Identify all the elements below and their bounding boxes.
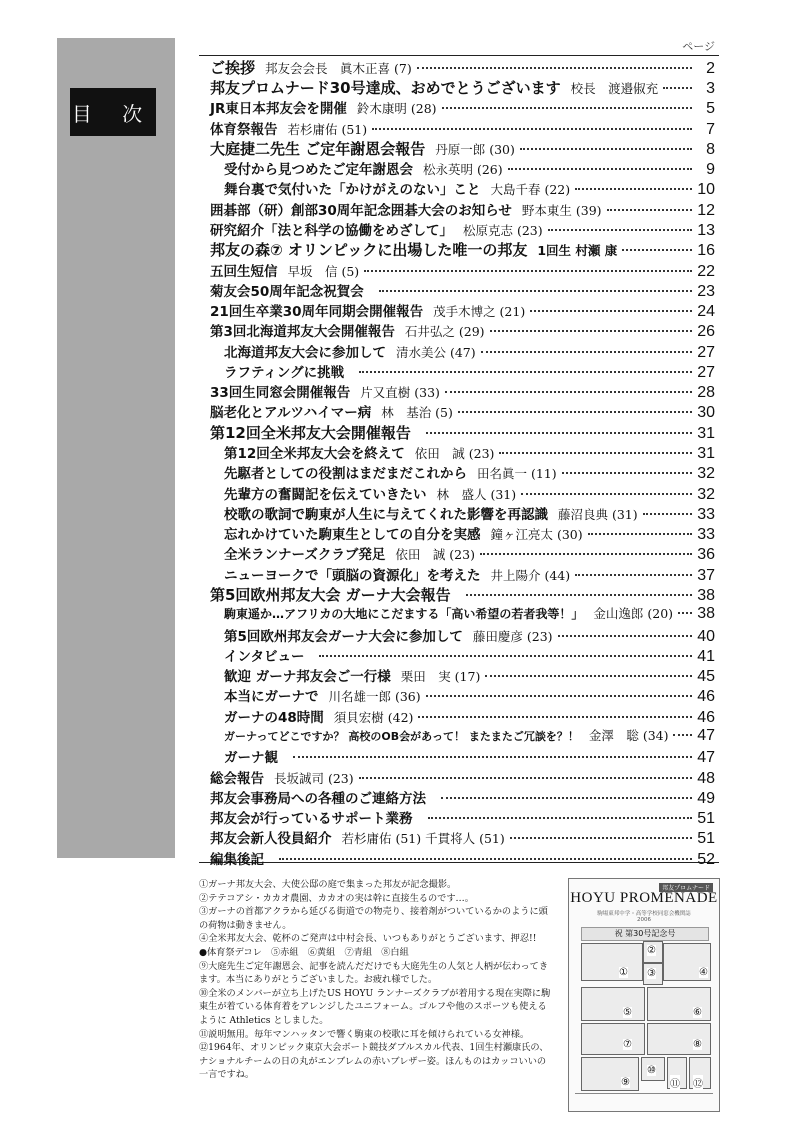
toc-entry[interactable] xyxy=(210,320,715,340)
toc-title: 目 次 xyxy=(70,88,156,136)
toc-entry[interactable] xyxy=(224,665,715,685)
toc-entry-page: 37 xyxy=(697,567,715,584)
toc-entry-author: 井上陽介 (44) xyxy=(490,568,571,583)
cover-tag: 邦友プロムナード xyxy=(659,883,713,892)
toc-entry-page: 7 xyxy=(706,121,715,138)
toc-entry[interactable] xyxy=(210,787,715,807)
caption: ①ガーナ邦友大会、大使公邸の庭で集まった邦友が記念撮影。 xyxy=(199,879,457,890)
cover-number: ⑪ xyxy=(670,1075,680,1090)
toc-entry-title: 駒東遥か…アフリカの大地にこだまする「高い希望の若者我等！」 xyxy=(224,607,584,621)
toc-entry-page: 5 xyxy=(706,100,715,117)
toc-entry-title: 本当にガーナで xyxy=(224,689,319,705)
toc-entry-page: 46 xyxy=(697,709,715,726)
cover-number: ② xyxy=(647,945,656,956)
cover-number: ④ xyxy=(699,967,708,978)
toc-entry-page: 30 xyxy=(697,404,715,421)
toc-entry[interactable] xyxy=(210,584,715,604)
toc-entry[interactable] xyxy=(224,706,715,726)
toc-entry-title: 受付から見つめたご定年謝恩会 xyxy=(224,162,413,178)
toc-entry[interactable] xyxy=(210,199,715,219)
toc-entry-page: 52 xyxy=(697,851,715,868)
toc-entry-author: 金澤 聡 (34) xyxy=(588,728,669,743)
toc-entry-page: 27 xyxy=(697,364,715,381)
toc-entry-author: 川名雄一郎 (36) xyxy=(328,689,421,704)
toc-entry[interactable] xyxy=(224,442,715,462)
toc-entry-author: 松原克志 (23) xyxy=(463,223,543,238)
toc-entry-title: 菊友会50周年記念祝賀会 xyxy=(210,284,364,300)
cover-photo xyxy=(581,1057,639,1091)
toc-entry-page: 48 xyxy=(697,770,715,787)
toc-entry-page: 26 xyxy=(697,323,715,340)
toc-entry-title: 北海道邦友大会に参加して xyxy=(224,345,386,361)
sidebar-band xyxy=(57,38,175,858)
toc-entry-page: 23 xyxy=(697,283,715,300)
toc-entry[interactable] xyxy=(210,138,715,158)
toc-entry-page: 3 xyxy=(706,80,715,97)
toc-entry[interactable] xyxy=(210,118,715,138)
toc-entry-title: 総会報告 xyxy=(210,771,264,787)
toc-entry-page: 45 xyxy=(697,668,715,685)
toc-entry-page: 51 xyxy=(697,810,715,827)
toc-entry-title: ニューヨークで「頭脳の資源化」を考えた xyxy=(224,568,481,584)
cover-number: ⑩ xyxy=(647,1065,656,1076)
toc-entry-page: 47 xyxy=(697,727,715,744)
toc-entry-page: 32 xyxy=(697,486,715,503)
toc-entry-title: ガーナの48時間 xyxy=(224,710,324,726)
toc-entry-title: JR東日本邦友会を開催 xyxy=(210,101,347,117)
caption: ⑨大庭先生ご定年謝恩会、記事を読んだだけでも大庭先生の人気と人柄が伝わってきます。本当にありがとうございました。お疲れ様でした。 xyxy=(199,960,549,986)
toc-entry-author: 長坂誠司 (23) xyxy=(274,771,354,786)
toc-entry-page: 24 xyxy=(697,303,715,320)
toc-entry-author: 松永英明 (26) xyxy=(423,162,503,177)
toc-entry-title: 先駆者としての役割はまだまだこれから xyxy=(224,466,467,482)
toc-entry-page: 2 xyxy=(706,60,715,77)
toc-entry-author: 校長 渡邉俶充 xyxy=(570,81,659,96)
toc-entry[interactable] xyxy=(210,767,715,787)
toc-entry[interactable] xyxy=(210,807,715,827)
toc-entry-author: 片又直樹 (33) xyxy=(360,385,440,400)
toc-entry-page: 27 xyxy=(697,344,715,361)
toc-entry-title: 第12回全米邦友大会開催報告 xyxy=(210,424,411,442)
cover-footer xyxy=(575,1093,713,1106)
toc-entry-author: 野本東生 (39) xyxy=(521,203,602,218)
toc-entry[interactable] xyxy=(224,645,715,665)
cover-photo xyxy=(581,987,645,1021)
toc-entry[interactable] xyxy=(210,401,715,421)
toc-entry-author: 依田 誠 (23) xyxy=(395,547,475,562)
toc-entry-title: 囲碁部（研）創部30周年記念囲碁大会のお知らせ xyxy=(210,203,512,219)
cover-number: ③ xyxy=(647,968,656,979)
toc-entry-title: 歓迎 ガーナ邦友会ご一行様 xyxy=(224,669,391,685)
toc-entry-author: 邦友会会長 眞木正喜 (7) xyxy=(265,61,412,76)
toc-entry-author: 依田 誠 (23) xyxy=(414,446,495,461)
toc-entry-page: 28 xyxy=(697,384,715,401)
toc-entry-title: 邦友会が行っているサポート業務 xyxy=(210,811,413,827)
toc-entry[interactable] xyxy=(224,503,715,523)
toc-entry-page: 32 xyxy=(697,465,715,482)
toc-entry-title: 全米ランナーズクラブ発足 xyxy=(224,547,386,563)
caption: ●体育祭デコレ ⑤赤組 ⑥黄組 ⑦青組 ⑧白組 xyxy=(199,946,409,958)
cover-number: ⑤ xyxy=(623,1007,632,1018)
cover-subtitle: 駒場東邦中学・高等学校同窓会機関誌 xyxy=(597,911,691,917)
toc-entry-title: 研究紹介「法と科学の協働をめざして」 xyxy=(210,223,453,239)
toc-entry[interactable] xyxy=(210,422,715,442)
toc-entry-page: 36 xyxy=(697,546,715,563)
toc-entry[interactable] xyxy=(210,280,715,300)
toc-entry-author: 藤田慶彦 (23) xyxy=(472,629,553,644)
toc-entry[interactable] xyxy=(224,604,715,624)
toc-entry-author: 林 盛人 (31) xyxy=(436,487,517,502)
toc-entry-author: 藤沼良典 (31) xyxy=(558,507,638,522)
toc-entry[interactable] xyxy=(224,726,715,746)
toc-entry[interactable] xyxy=(210,77,715,97)
toc-entry-author: 大島千春 (22) xyxy=(490,182,571,197)
toc-entry-title: ラフティングに挑戦 xyxy=(224,365,345,381)
toc-entry-page: 33 xyxy=(697,526,715,543)
toc-entry[interactable] xyxy=(224,341,715,361)
toc-entry-title: 邦友プロムナード30号達成、おめでとうございます xyxy=(210,79,561,97)
toc-entry-author: 林 基治 (5) xyxy=(381,405,453,420)
toc-entry-title: 体育祭報告 xyxy=(210,122,278,138)
toc-entry[interactable] xyxy=(210,300,715,320)
cover-issue-label: 祝 第30号記念号 xyxy=(581,927,709,941)
toc-entry[interactable] xyxy=(224,158,715,178)
toc-entry[interactable] xyxy=(210,97,715,117)
toc-entry-page: 47 xyxy=(697,749,715,766)
cover-number: ⑦ xyxy=(623,1039,632,1050)
toc-entry-author: 栗田 実 (17) xyxy=(400,669,481,684)
toc-entry-author: 若杉庸佑 (51) xyxy=(287,122,368,137)
toc-entry-author: 須貝宏樹 (42) xyxy=(333,710,414,725)
toc-entry-author: 鐘ヶ江亮太 (30) xyxy=(490,527,583,542)
toc-entry-page: 38 xyxy=(697,587,715,604)
toc-entry-author: 若杉庸佑 (51) 千貫将人 (51) xyxy=(341,831,505,846)
toc-entry[interactable] xyxy=(224,483,715,503)
toc-entry-title: 第5回欧州邦友大会 ガーナ大会報告 xyxy=(210,586,451,604)
cover-photo xyxy=(581,943,643,981)
toc-entry-page: 31 xyxy=(697,445,715,462)
toc-entry-page: 22 xyxy=(697,263,715,280)
toc-entry-title: 21回生卒業30周年同期会開催報告 xyxy=(210,304,424,320)
toc-entry-page: 46 xyxy=(697,688,715,705)
toc-entry-page: 9 xyxy=(706,161,715,178)
toc-entry-title: 第3回北海道邦友大会開催報告 xyxy=(210,324,395,340)
caption: ②テテコアシ・カカオ農園、カカオの実は幹に直接生るのです…。 xyxy=(199,892,474,904)
toc-entry-title: ガーナ観 xyxy=(224,750,278,766)
toc-entry-title: 先輩方の奮闘記を伝えていきたい xyxy=(224,487,427,503)
toc-entry-title: 邦友会新人役員紹介 xyxy=(210,831,332,847)
cover-number: ① xyxy=(619,967,628,978)
toc-entry-author: 丹原一郎 (30) xyxy=(435,142,515,157)
toc-entry-page: 41 xyxy=(697,648,715,665)
toc-entry-title: ガーナってどこですか？ 高校のOB会があって！ またまたご冗談を？！ xyxy=(224,730,579,743)
toc-entry-page: 13 xyxy=(697,222,715,239)
toc-entry-title: 邦友会事務局への各種のご連絡方法 xyxy=(210,791,426,807)
toc-entry-page: 12 xyxy=(697,202,715,219)
toc-entry[interactable] xyxy=(224,564,715,584)
toc-entry[interactable] xyxy=(224,462,715,482)
toc-entry-author: 茂手木博之 (21) xyxy=(433,304,526,319)
toc-entry[interactable] xyxy=(210,57,715,77)
toc-entry[interactable] xyxy=(210,827,715,847)
toc-entry[interactable] xyxy=(210,219,715,239)
toc-entry-title: インタビュー xyxy=(224,649,305,665)
toc-entry[interactable] xyxy=(224,361,715,381)
cover-number: ⑥ xyxy=(693,1007,702,1018)
caption: ⑩全米のメンバーが立ち上げたUS HOYU ランナーズクラブが着用する現在実際に駒東生が着ている体育着をアレンジしたユニフォーム。ゴルフや他のスポーツも使えるように Athletics としました。 xyxy=(199,987,551,1026)
cover-photo xyxy=(581,1023,645,1055)
toc-entry[interactable] xyxy=(210,381,715,401)
toc-entry[interactable] xyxy=(210,260,715,280)
toc-entry-page: 33 xyxy=(697,506,715,523)
toc-entry-title: 第5回欧州邦友会ガーナ大会に参加して xyxy=(224,629,463,645)
toc-entry-page: 49 xyxy=(697,790,715,807)
toc-entry-title: 33回生同窓会開催報告 xyxy=(210,385,351,401)
cover-year: 2006 xyxy=(637,917,651,923)
toc-entry-title: 忘れかけていた駒東生としての自分を実感 xyxy=(224,527,481,543)
cover-number: ⑫ xyxy=(693,1075,703,1090)
toc-entry[interactable] xyxy=(224,685,715,705)
toc-entry-page: 8 xyxy=(706,141,715,158)
toc-entry-page: 38 xyxy=(697,605,715,622)
toc-entry-author: 清水美公 (47) xyxy=(396,345,476,360)
toc-entry-title: 舞台裏で気付いた「かけがえのない」こと xyxy=(224,182,481,198)
toc-entry-author: 鈴木康明 (28) xyxy=(356,101,437,116)
toc-entry-title: 第12回全米邦友大会を終えて xyxy=(224,446,405,462)
caption: ④全米邦友大会、乾杯のご発声は中村会長、いつもありがとうございます、押忍!! xyxy=(199,933,537,945)
toc-entry[interactable] xyxy=(224,543,715,563)
toc-entry-page: 31 xyxy=(697,425,715,442)
cover-number: ⑨ xyxy=(621,1077,630,1088)
toc-entry-author: 石井弘之 (29) xyxy=(404,324,485,339)
caption: ③ガーナの首都アクラから延びる街道での物売り、接着剤がついているかのように頭の荷物は動きません。 xyxy=(199,906,548,931)
caption: ⑫1964年、オリンピック東京大会ボート競技ダブルスカル代表、1回生村瀬康氏の、ナショナルチームの日の丸がエンブレムの赤いブレザー姿。ほんものはカッコいいの一言ですね。 xyxy=(199,1042,549,1081)
toc-entry-title: 邦友の森⑦ オリンピックに出場した唯一の邦友 xyxy=(210,241,528,259)
toc-entry[interactable] xyxy=(210,848,715,868)
toc-entry-title: 五回生短信 xyxy=(210,264,278,280)
toc-entry-page: 40 xyxy=(697,628,715,645)
page-column-label: ページ xyxy=(682,40,715,53)
toc-entry[interactable] xyxy=(224,523,715,543)
toc-entry-page: 16 xyxy=(697,242,715,259)
toc-entry[interactable] xyxy=(224,625,715,645)
toc-entry-page: 10 xyxy=(697,181,715,198)
toc-entry-title: 校歌の歌詞で駒東が人生に与えてくれた影響を再認識 xyxy=(224,507,548,523)
toc-entry[interactable] xyxy=(224,746,715,766)
cover-thumbnail xyxy=(568,878,720,1112)
cover-number: ⑧ xyxy=(693,1039,702,1050)
toc-entry-author: 金山逸郎 (20) xyxy=(593,606,674,621)
caption: ⑪説明無用。毎年マンハッタンで響く駒東の校歌に耳を傾けられている女神様。 xyxy=(199,1028,530,1040)
toc-entry-title: 編集後記 xyxy=(210,852,264,868)
photo-captions xyxy=(199,878,554,1082)
toc-entry-title: ご挨拶 xyxy=(210,59,256,77)
toc-entry-author: 1回生 村瀬 康 xyxy=(537,243,618,258)
toc-entry-title: 脳老化とアルツハイマー病 xyxy=(210,405,372,421)
cover-title: HOYU PROMENADE xyxy=(570,890,718,906)
toc-entry-page: 51 xyxy=(697,830,715,847)
toc-entry-author: 早坂 信 (5) xyxy=(287,264,360,279)
toc-entry-author: 田名眞一 (11) xyxy=(477,466,557,481)
top-rule xyxy=(199,55,719,56)
toc-entry-title: 大庭捷二先生 ご定年謝恩会報告 xyxy=(210,140,426,158)
toc-entry[interactable] xyxy=(224,178,715,198)
toc-entry[interactable] xyxy=(210,239,715,259)
